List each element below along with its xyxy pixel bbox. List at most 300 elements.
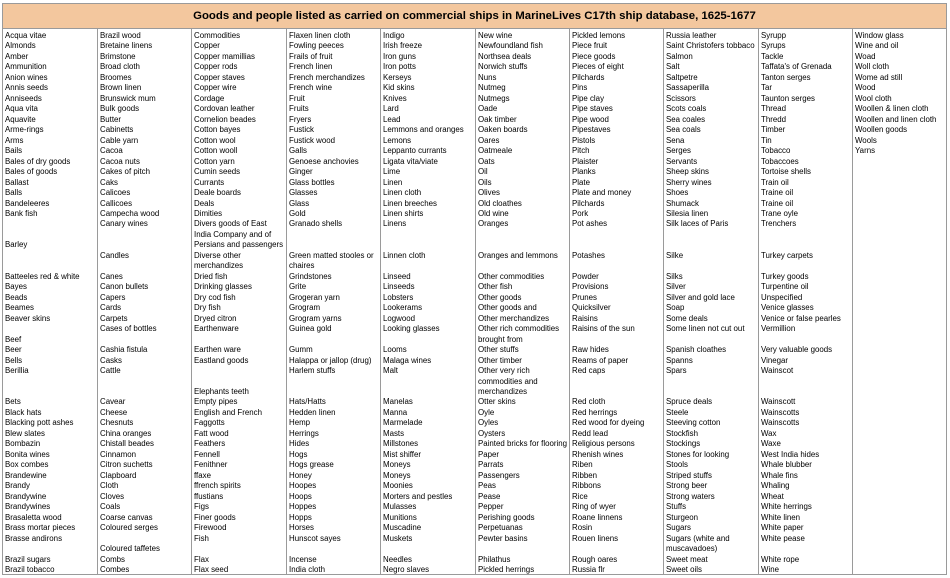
table-cell: Silver and gold lace <box>666 292 735 302</box>
table-cell: Black hats <box>5 407 42 417</box>
table-cell: Munitions <box>383 512 417 522</box>
table-cell: Bales of goods <box>5 167 58 177</box>
table-cell: Wainscott <box>761 397 796 407</box>
table-cell: Passengers <box>478 470 520 480</box>
table-cell: Brunswick mum <box>100 93 156 103</box>
table-cell: Cheese <box>100 407 128 417</box>
table-cell: Saint Christofers tobbaco <box>666 41 755 51</box>
table-cell: Grogeran yarn <box>289 292 340 302</box>
table-cell: Scots coals <box>666 104 707 114</box>
table-cell: Looms <box>383 345 407 355</box>
table-cell: Combes <box>100 564 130 574</box>
table-cell: Cloves <box>100 491 125 501</box>
table-cell: Traine oil <box>761 198 794 208</box>
table-cell: Divers goods of East India Company and of Persians and passengers <box>194 219 284 250</box>
table-cell: Linen <box>383 177 403 187</box>
table-cell: Glass bottles <box>289 177 335 187</box>
table-cell: Linen shirts <box>383 208 424 218</box>
table-cell: Raw hides <box>572 345 609 355</box>
table-cell: Moonies <box>383 481 413 491</box>
table-cell: Rhenish wines <box>572 449 624 459</box>
table-cell: Frails of fruit <box>289 51 333 61</box>
table-cell: West India hides <box>761 449 820 459</box>
table-cell: Salt <box>666 62 680 72</box>
table-cell: Whale blubber <box>761 460 812 470</box>
table-cell: Tortoise shells <box>761 167 811 177</box>
table-cell: Canon bullets <box>100 282 149 292</box>
table-cell: Woollen goods <box>855 125 908 135</box>
table-cell: Tin <box>761 135 772 145</box>
table-cell: Copper rods <box>194 62 238 72</box>
table-cell: French wine <box>289 83 332 93</box>
table-cell: Venice glasses <box>761 303 814 313</box>
table-cell: Sweet meat <box>666 554 708 564</box>
table-cell: Cases of bottles <box>100 324 157 334</box>
table-cell: Barley <box>5 240 28 250</box>
table-cell: Linseed <box>383 271 411 281</box>
table-cell: Blacking pott ashes <box>5 418 74 428</box>
table-cell: Oaken boards <box>478 125 528 135</box>
table-cell: Newfoundland fish <box>478 41 543 51</box>
table-cell: Raisins <box>572 313 598 323</box>
table-cell: Pieces of eight <box>572 62 624 72</box>
table-cell: Wine and oil <box>855 41 899 51</box>
table-cell: Wood <box>855 83 876 93</box>
table-cell: Waxe <box>761 439 781 449</box>
table-cell: Red wood for dyeing <box>572 418 645 428</box>
table-cell: Taunton serges <box>761 93 815 103</box>
table-cell: Caks <box>100 177 118 187</box>
table-cell: Paper <box>478 449 500 459</box>
table-cell: Pickled herrings <box>478 564 535 574</box>
table-cell: Pork <box>572 208 589 218</box>
table-cell: Spanns <box>666 355 693 365</box>
table-cell: Syrups <box>761 41 786 51</box>
table-cell: Pipe clay <box>572 93 605 103</box>
goods-table <box>2 3 947 575</box>
table-cell: Eastland goods <box>194 355 249 365</box>
table-cell: Fatt wood <box>194 428 229 438</box>
table-cell: Anion wines <box>5 72 48 82</box>
table-cell: Oranges and lemmons <box>478 250 558 260</box>
table-cell: Wainscot <box>761 366 794 376</box>
table-cell: Spars <box>666 366 687 376</box>
table-cell: Dried fish <box>194 271 228 281</box>
table-cell: Oil <box>478 167 488 177</box>
table-cell: Wool cloth <box>855 93 892 103</box>
table-cell: Trane oyle <box>761 208 798 218</box>
table-cell: Pot ashes <box>572 219 608 229</box>
table-cell: Mist shiffer <box>383 449 422 459</box>
table-cell: Oatmeale <box>478 146 513 156</box>
table-cell: Cable yarn <box>100 135 139 145</box>
table-cell: Whaling <box>761 481 790 491</box>
table-cell: Other commodities <box>478 271 545 281</box>
table-cell: Copper staves <box>194 72 245 82</box>
table-cell: Grindstones <box>289 271 332 281</box>
table-cell: Brandy <box>5 481 31 491</box>
table-cell: Old cloathes <box>478 198 522 208</box>
table-cell: Herrings <box>289 428 319 438</box>
table-cell: Ribben <box>572 470 598 480</box>
table-cell: Raisins of the sun <box>572 324 635 334</box>
table-cell: Other merchandizes <box>478 313 550 323</box>
table-cell: Bells <box>5 355 23 365</box>
table-cell: Brown linen <box>100 83 142 93</box>
table-cell: Drinking glasses <box>194 282 252 292</box>
table-cell: Woollen & linen cloth <box>855 104 929 114</box>
table-cell: Brandywines <box>5 502 51 512</box>
table-cell: Genoese anchovies <box>289 156 359 166</box>
table-cell: Plate <box>572 177 590 187</box>
table-cell: Plate and money <box>572 188 632 198</box>
table-cell: Flax seed <box>194 564 229 574</box>
table-cell: Wax <box>761 428 777 438</box>
table-cell: Beer <box>5 345 22 355</box>
table-cell: Rosin <box>572 523 593 533</box>
table-cell: Pilchards <box>572 198 605 208</box>
table-cell: Butter <box>100 114 122 124</box>
table-cell: Oysters <box>478 428 506 438</box>
table-cell: Grite <box>289 282 307 292</box>
table-cell: Painted bricks for flooring <box>478 439 568 449</box>
table-cell: Indigo <box>383 31 405 40</box>
table-cell: Servants <box>666 156 698 166</box>
table-cell: Wools <box>855 135 877 145</box>
table-cell: Coloured serges <box>100 523 158 533</box>
table-cell: Piece fruit <box>572 41 608 51</box>
table-column <box>570 28 664 574</box>
table-cell: Chesnuts <box>100 418 134 428</box>
table-cell: Wainscotts <box>761 418 800 428</box>
table-cell: Venice or false pearles <box>761 313 841 323</box>
table-cell: ffrench spirits <box>194 481 241 491</box>
table-cell: ffustians <box>194 491 224 501</box>
table-cell: Broad cloth <box>100 62 140 72</box>
table-cell: Sugars <box>666 523 692 533</box>
table-cell: Muskets <box>383 533 413 543</box>
table-cell: Canary wines <box>100 219 148 229</box>
table-cell: Galls <box>289 146 307 156</box>
table-cell: Elephants teeth <box>194 386 249 396</box>
table-cell: Soap <box>666 303 685 313</box>
table-cell: Granado shells <box>289 219 343 229</box>
table-cell: White rope <box>761 554 800 564</box>
table-cell: Cordovan leather <box>194 104 255 114</box>
table-cell: Figs <box>194 502 209 512</box>
table-cell: Faggotts <box>194 418 225 428</box>
table-cell: Brasse andirons <box>5 533 63 543</box>
table-cell: Shumack <box>666 198 699 208</box>
table-cell: Manelas <box>383 397 413 407</box>
table-cell: Knives <box>383 93 407 103</box>
table-column <box>98 28 192 574</box>
table-cell: Broomes <box>100 72 132 82</box>
table-cell: Fish <box>194 533 209 543</box>
table-cell: Tobaccoes <box>761 156 799 166</box>
table-cell: Sugars (white and muscavadoes) <box>666 533 730 554</box>
table-cell: Earthen ware <box>194 345 241 355</box>
table-cell: Leppanto currants <box>383 146 447 156</box>
table-cell: Calicoes <box>100 188 131 198</box>
table-cell: Tobacco <box>761 146 791 156</box>
table-cell: Oats <box>478 156 495 166</box>
table-cell: Pipe staves <box>572 104 613 114</box>
table-cell: Bank fish <box>5 208 38 218</box>
table-cell: Green matted stooles or chaires <box>289 250 374 271</box>
table-cell: Incense <box>289 554 317 564</box>
table-cell: Other rich commodities brought from <box>478 324 560 344</box>
table-cell: Gumm <box>289 345 313 355</box>
table-cell: Diverse other merchandizes <box>194 250 244 271</box>
table-cell: Fowling peeces <box>289 41 344 51</box>
table-cell: Coloured taffetes <box>100 544 160 554</box>
table-cell: Oade <box>478 104 498 114</box>
table-cell: Turpentine oil <box>761 282 809 292</box>
table-cell: Timber <box>761 125 786 135</box>
table-cell: Silk laces of Paris <box>666 219 729 229</box>
table-cell: Pitch <box>572 146 590 156</box>
table-cell: Coals <box>100 502 121 512</box>
table-cell: Millstones <box>383 439 419 449</box>
table-cell: Canes <box>100 271 123 281</box>
table-cell: Bets <box>5 397 21 407</box>
table-cell: Feathers <box>194 439 226 449</box>
table-cell: Shoes <box>666 188 689 198</box>
table-cell: Cacoa nuts <box>100 156 140 166</box>
table-cell: Strong waters <box>666 491 715 501</box>
table-cell: Brazil sugars <box>5 554 51 564</box>
table-cell: Lead <box>383 114 401 124</box>
table-cell: Bulk goods <box>100 104 140 114</box>
table-cell: Other goods <box>478 292 522 302</box>
table-cell: Fustick wood <box>289 135 336 145</box>
table-cell: Cabinetts <box>100 125 134 135</box>
table-cell: Pins <box>572 83 588 93</box>
table-cell: Lookerams <box>383 303 423 313</box>
table-cell: Old wine <box>478 208 509 218</box>
table-cell: Brass mortar pieces <box>5 523 76 533</box>
table-cell: Olives <box>478 188 500 198</box>
table-cell: Commodities <box>194 31 241 40</box>
table-cell: Malaga wines <box>383 355 432 365</box>
table-cell: Brandywine <box>5 491 47 501</box>
table-cell: Religious persons <box>572 439 635 449</box>
table-cell: Spruce deals <box>666 397 713 407</box>
table-cell: Sassaperilla <box>666 83 709 93</box>
table-cell: Whale fins <box>761 470 798 480</box>
table-cell: Powder <box>572 271 599 281</box>
table-cell: Yarns <box>855 146 876 156</box>
table-cell: Cavear <box>100 397 126 407</box>
table-cell: Scissors <box>666 93 696 103</box>
table-cell: Dry fish <box>194 303 221 313</box>
table-cell: Ligata vita/viate <box>383 156 438 166</box>
table-cell: Hopps <box>289 512 312 522</box>
table-cell: Anniseeds <box>5 93 42 103</box>
table-cell: Hoops <box>289 491 312 501</box>
table-cell: Carpets <box>100 313 128 323</box>
table-cell: Pipe wood <box>572 114 609 124</box>
table-column <box>3 28 98 574</box>
table-cell: Pepper <box>478 502 504 512</box>
table-cell: Red caps <box>572 366 606 376</box>
table-cell: Beaver skins <box>5 313 51 323</box>
table-cell: Brandewine <box>5 470 47 480</box>
table-cell: Syrupp <box>761 31 787 40</box>
table-cell: Fennell <box>194 449 220 459</box>
table-cell: Cumin seeds <box>194 167 241 177</box>
table-cell: Berillia <box>5 366 29 376</box>
table-cell: Wome ad still <box>855 72 903 82</box>
table-cell: Cotton bayes <box>194 125 241 135</box>
table-cell: Train oil <box>761 177 789 187</box>
table-cell: Silesia linen <box>666 208 709 218</box>
table-cell: Nuns <box>478 72 497 82</box>
table-cell: Lard <box>383 104 399 114</box>
table-cell: Linseeds <box>383 282 415 292</box>
table-cell: Oyle <box>478 407 495 417</box>
table-cell: Manna <box>383 407 408 417</box>
table-cell: Moneys <box>383 470 411 480</box>
table-cell: Wainscotts <box>761 407 800 417</box>
table-cell: Combs <box>100 554 125 564</box>
table-cell: Prunes <box>572 292 598 302</box>
table-column <box>287 28 381 574</box>
table-cell: Aqua vita <box>5 104 38 114</box>
table-cell: Firewood <box>194 523 227 533</box>
table-cell: Masts <box>383 428 405 438</box>
table-cell: Hats/Hatts <box>289 397 326 407</box>
table-cell: Grogram yarns <box>289 313 342 323</box>
table-cell: Citron suchetts <box>100 460 153 470</box>
table-column <box>381 28 476 574</box>
table-cell: Blew slates <box>5 428 45 438</box>
table-cell: Glasses <box>289 188 318 198</box>
table-cell: Brazil tobacco <box>5 564 55 574</box>
table-cell: Dry cod fish <box>194 292 236 302</box>
table-cell: Perpetuanas <box>478 523 523 533</box>
table-cell: Bails <box>5 146 23 156</box>
table-cell: Tackle <box>761 51 784 61</box>
table-cell: Silks <box>666 271 683 281</box>
table-cell: Hoopes <box>289 481 317 491</box>
table-cell: Silke <box>666 250 684 260</box>
table-cell: Turkey goods <box>761 271 809 281</box>
table-cell: Honey <box>289 470 312 480</box>
table-cell: Cotton wool <box>194 135 236 145</box>
table-cell: Window glass <box>855 31 904 40</box>
table-cell: China oranges <box>100 428 152 438</box>
table-cell: Nutmegs <box>478 93 510 103</box>
table-cell: Muscadine <box>383 523 422 533</box>
table-cell: Finer goods <box>194 512 236 522</box>
table-cell: Bretaine linens <box>100 41 153 51</box>
table-cell: Amber <box>5 51 29 61</box>
table-cell: Box combes <box>5 460 49 470</box>
table-cell: Ginger <box>289 167 313 177</box>
table-cell: Traine oil <box>761 188 794 198</box>
table-cell: Pipestaves <box>572 125 611 135</box>
table-cell: Dimities <box>194 208 223 218</box>
table-cell: Norwich stuffs <box>478 62 528 72</box>
table-cell: Acqua vitae <box>5 31 47 40</box>
table-cell: Stools <box>666 460 688 470</box>
table-cell: Linnen cloth <box>383 250 426 260</box>
table-cell: Gold <box>289 208 306 218</box>
table-cell: Chistall beades <box>100 439 154 449</box>
table-cell: Very valuable goods <box>761 345 833 355</box>
table-cell: Quicksilver <box>572 303 611 313</box>
table-cell: Deale boards <box>194 188 241 198</box>
table-cell: Tanton serges <box>761 72 811 82</box>
table-cell: Campecha wood <box>100 208 160 218</box>
table-cell: Hedden linen <box>289 407 336 417</box>
table-cell: Iron potts <box>383 62 416 72</box>
table-cell: Candles <box>100 250 129 260</box>
table-cell: Cards <box>100 303 122 313</box>
table-cell: Ribbons <box>572 481 601 491</box>
table-cell: Beads <box>5 292 28 302</box>
table-cell: Wheat <box>761 491 784 501</box>
table-cell: Woollen and linen cloth <box>855 114 937 124</box>
table-cell: Sea coals <box>666 125 701 135</box>
table-cell: Stuffs <box>666 502 687 512</box>
table-cell: Fenithner <box>194 460 228 470</box>
table-cell: Earthenware <box>194 324 239 334</box>
table-cell: Rouen linens <box>572 533 619 543</box>
table-cell: Peas <box>478 481 496 491</box>
table-cell: Deals <box>194 198 215 208</box>
table-cell: Arms <box>5 135 24 145</box>
table-cell: Planks <box>572 167 596 177</box>
table-cell: Stockfish <box>666 428 699 438</box>
table-cell: Spanish cloathes <box>666 345 727 355</box>
table-cell: Bombazin <box>5 439 41 449</box>
table-cell: Capers <box>100 292 126 302</box>
table-cell: Trenchers <box>761 219 797 229</box>
table-cell: Roane linnens <box>572 512 623 522</box>
table-cell: Bayes <box>5 282 27 292</box>
table-cell: Perishing goods <box>478 512 535 522</box>
table-cell: Redd lead <box>572 428 608 438</box>
table-cell: Russia flr <box>572 564 605 574</box>
table-cell: Hemp <box>289 418 311 428</box>
table-cell: Bonita wines <box>5 449 50 459</box>
table-cell: Linen cloth <box>383 188 422 198</box>
table-cell: Some deals <box>666 313 708 323</box>
table-cell: Linens <box>383 219 407 229</box>
table-cell: Flaxen linen cloth <box>289 31 351 40</box>
table-cell: Fruit <box>289 93 305 103</box>
table-cell: Moneys <box>383 460 411 470</box>
table-cell: Cornelion beades <box>194 114 256 124</box>
table-cell: Oares <box>478 135 500 145</box>
table-cell: Some linen not cut out <box>666 324 745 334</box>
table-cell: Callicoes <box>100 198 133 208</box>
table-cell: Lime <box>383 167 401 177</box>
table-cell: Cacoa <box>100 146 123 156</box>
table-cell: Bales of dry goods <box>5 156 71 166</box>
table-cell: Plaister <box>572 156 599 166</box>
table-cell: Stones for looking <box>666 449 730 459</box>
table-cell: Oyles <box>478 418 499 428</box>
table-cell: Steeving cotton <box>666 418 721 428</box>
table-cell: Mulasses <box>383 502 417 512</box>
table-cell: Red herrings <box>572 407 618 417</box>
table-cell: Bandeleeres <box>5 198 50 208</box>
table-cell: Sea coales <box>666 114 706 124</box>
